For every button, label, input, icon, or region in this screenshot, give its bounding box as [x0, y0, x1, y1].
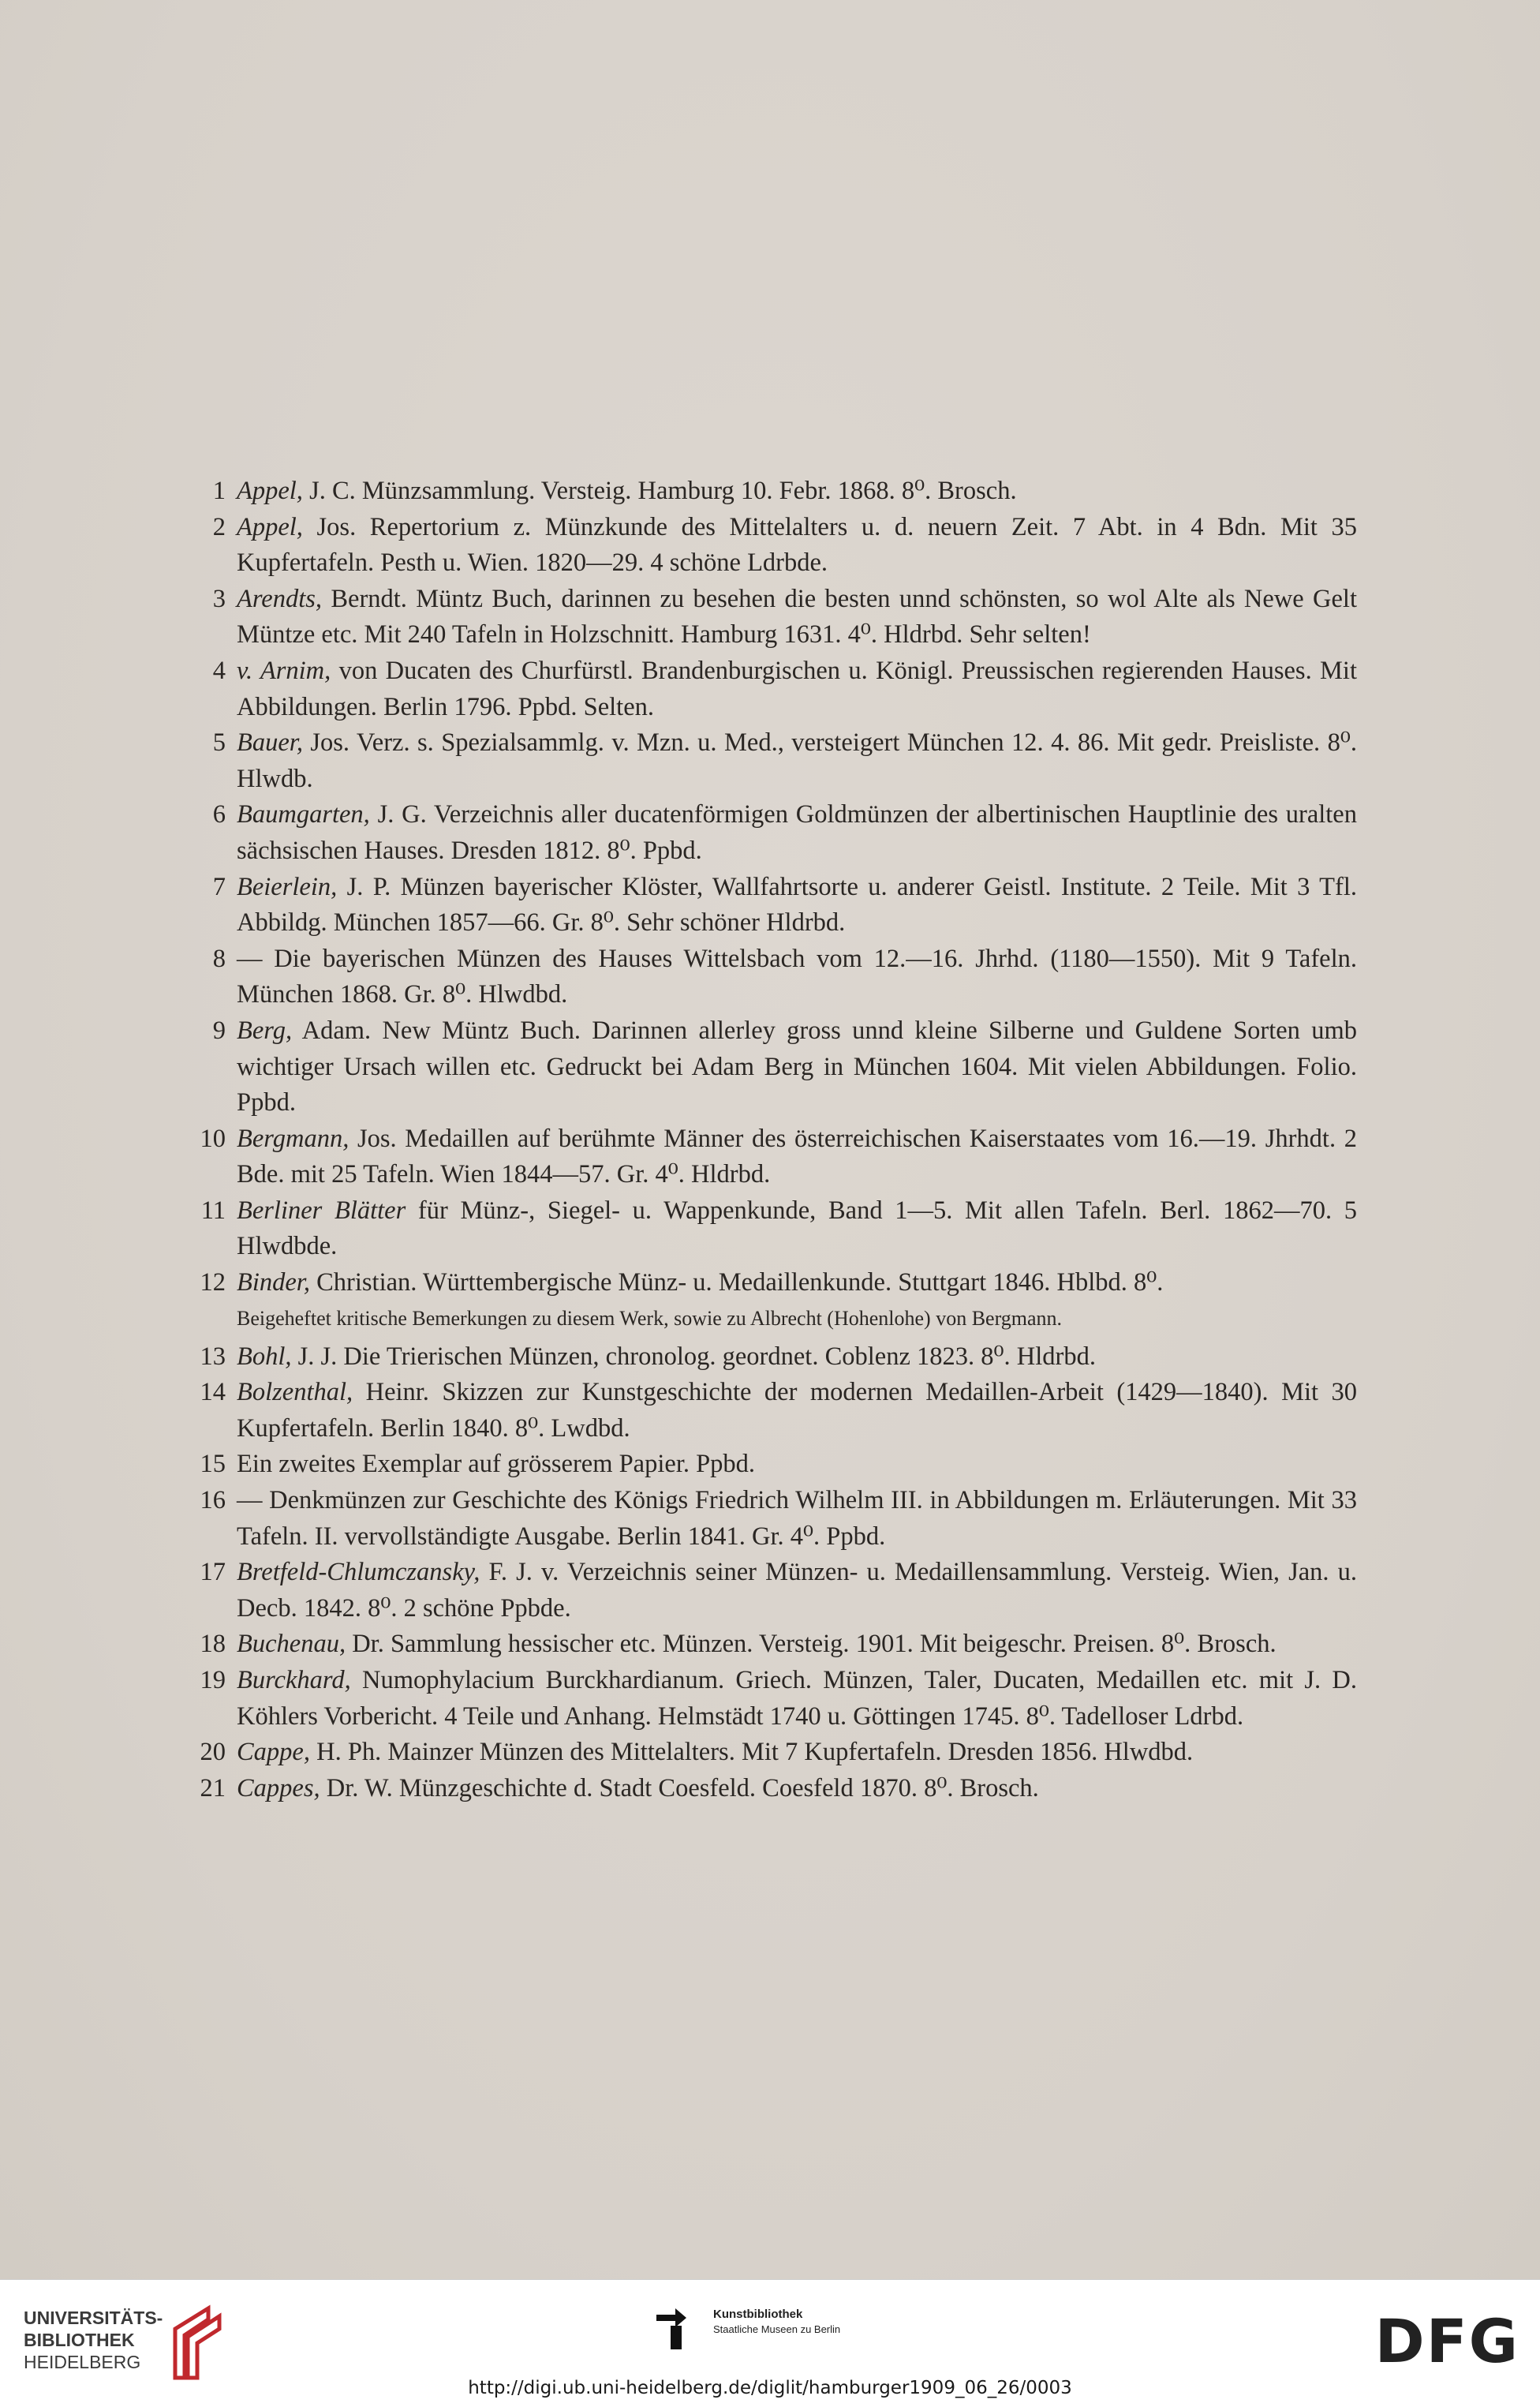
kunstbibliothek-title: Kunstbibliothek [713, 2308, 803, 2321]
entry-author: v. Arnim, [237, 656, 331, 685]
entry-author: Baumgarten, [237, 800, 370, 829]
entry-text: Adam. New Müntz Buch. Darinnen allerley gross unnd kleine Silberne und Guldene Sorten umb wichtiger Ursach willen etc. Gedruckt bei Adam Berg in München 1604. Mit vielen Abbildungen. Folio. Ppbd. [237, 1016, 1357, 1117]
entry-text: Heinr. Skizzen zur Kunstgeschichte der modernen Medaillen-Arbeit (1429—1840). Mit 30 Kupfertafeln. Berlin 1840. 8⁰. Lwdbd. [237, 1378, 1357, 1443]
entry-number: 12 [200, 1268, 226, 1297]
entry-text: Berndt. Müntz Buch, darinnen zu besehen die besten unnd schönsten, so wol Alte als Newe Gelt Müntze etc. Mit 240 Tafeln in Holzschnitt. Hamburg 1631. 4⁰. Hldrbd. Sehr selten! [237, 584, 1357, 649]
catalog-entry [158, 1265, 1357, 1333]
entry-number: 2 [212, 512, 226, 541]
entry-body [237, 582, 1357, 653]
entry-author: Cappe, [237, 1738, 310, 1767]
entry-text: Dr. W. Münzgeschichte d. Stadt Coesfeld. Coesfeld 1870. 8⁰. Brosch. [320, 1773, 1039, 1802]
catalog-entry [158, 1555, 1357, 1627]
entry-author: Appel, [237, 477, 303, 505]
entry-number: 17 [200, 1558, 226, 1587]
entry-author: Appel, [237, 512, 303, 541]
catalog-entry [158, 797, 1357, 869]
library-name-line2: BIBLIOTHEK [24, 2330, 135, 2350]
entry-number: 5 [212, 728, 226, 758]
entry-body [237, 1013, 1357, 1121]
entry-body [237, 725, 1357, 797]
entry-body [237, 797, 1357, 869]
entry-text: Jos. Repertorium z. Münzkunde des Mittelalters u. d. neuern Zeit. 7 Abt. in 4 Bdn. Mit 35 Kupfertafeln. Pesth u. Wien. 1820—29. 4 schöne Ldrbde. [237, 512, 1357, 578]
catalog-entry [158, 1663, 1357, 1735]
entry-body [237, 1771, 1357, 1807]
library-name-line3: HEIDELBERG [24, 2352, 141, 2372]
catalog-entry [158, 1121, 1357, 1193]
dfg-logo[interactable]: DFG [1374, 2306, 1519, 2376]
entry-body [237, 1483, 1357, 1555]
catalog-entry [158, 474, 1357, 510]
entry-number: 11 [200, 1196, 226, 1225]
catalog-entry [158, 1483, 1357, 1555]
entry-body [237, 510, 1357, 582]
entry-body [237, 1555, 1357, 1627]
entry-body [237, 653, 1357, 725]
entry-number: 19 [200, 1666, 226, 1694]
entry-number: 8 [212, 944, 226, 973]
entry-author: Cappes, [237, 1773, 320, 1802]
entry-body [237, 1375, 1357, 1447]
catalog-entry [158, 582, 1357, 653]
entry-body [237, 1627, 1357, 1663]
catalog-entry [158, 1447, 1357, 1483]
entry-text: Jos. Medaillen auf berühmte Männer des österreichischen Kaiserstaates vom 16.—19. Jhrhdt. 2 Bde. mit 25 Tafeln. Wien 1844—57. Gr. 4⁰. Hldrbd. [237, 1124, 1357, 1189]
entry-text: J. P. Münzen bayerischer Klöster, Wallfahrtsorte u. anderer Geistl. Institute. 2 Teile. Mit 3 Tfl. Abbildg. München 1857—66. Gr. 8⁰. Sehr schöner Hldrbd. [237, 872, 1357, 938]
entry-body [237, 1193, 1357, 1265]
entry-text: J. C. Münzsammlung. Versteig. Hamburg 10. Febr. 1868. 8⁰. Brosch. [302, 477, 1017, 505]
entry-number: 18 [200, 1630, 226, 1659]
catalog-entries [158, 474, 1357, 1806]
catalog-entry [158, 1627, 1357, 1663]
catalog-entry [158, 653, 1357, 725]
entry-number: 15 [200, 1450, 226, 1479]
entry-number: 20 [200, 1738, 226, 1767]
kunstbibliothek-emblem-icon [655, 2307, 702, 2349]
catalog-entry [158, 1013, 1357, 1121]
entry-author: Buchenau, [237, 1630, 346, 1659]
catalog-entry [158, 725, 1357, 797]
entry-text: Christian. Württembergische Münz- u. Medaillenkunde. Stuttgart 1846. Hblbd. 8⁰. [309, 1268, 1164, 1297]
heidelberg-library-logo[interactable] [24, 2304, 308, 2383]
entry-note: Beigeheftet kritische Bemerkungen zu diesem Werk, sowie zu Albrecht (Hohenlohe) von Bergmann. [237, 1306, 1063, 1330]
entry-text: für Münz-, Siegel- u. Wappenkunde, Band 1—5. Mit allen Tafeln. Berl. 1862—70. 5 Hlwdbde. [237, 1196, 1358, 1261]
entry-body [237, 1339, 1357, 1376]
entry-author: Bergmann, [237, 1124, 349, 1153]
catalog-entry [158, 870, 1357, 941]
entry-text: Dr. Sammlung hessischer etc. Münzen. Versteig. 1901. Mit beigeschr. Preisen. 8⁰. Brosch. [346, 1630, 1276, 1659]
entry-body [237, 1265, 1357, 1301]
entry-author: Bretfeld-Chlumczansky, [237, 1558, 480, 1587]
entry-number: 16 [200, 1486, 226, 1515]
entry-body [237, 1663, 1357, 1735]
page-url-link[interactable]: http://digi.ub.uni-heidelberg.de/diglit/hamburger1909_06_26/0003 [468, 2378, 1072, 2398]
library-name-line1: UNIVERSITÄTS- [24, 2308, 163, 2328]
entry-text: Numophylacium Burckhardianum. Griech. Münzen, Taler, Ducaten, Medaillen etc. mit J. D. Köhlers Vorbericht. 4 Teile und Anhang. Helmstädt 1740 u. Göttingen 1745. 8⁰. Tadelloser Ldrbd. [237, 1666, 1357, 1731]
catalog-entry [158, 1771, 1357, 1807]
entry-author: Berliner Blätter [237, 1196, 406, 1225]
library-emblem-icon [159, 2304, 230, 2383]
entry-text: von Ducaten des Churfürstl. Brandenburgischen u. Königl. Preussischen regierenden Hauses. Mit Abbildungen. Berlin 1796. Ppbd. Selten. [237, 656, 1357, 721]
entry-text: — Denkmünzen zur Geschichte des Königs Friedrich Wilhelm III. in Abbildungen m. Erläuterungen. Mit 33 Tafeln. II. vervollständigte Ausgabe. Berlin 1841. Gr. 4⁰. Ppbd. [237, 1486, 1357, 1551]
entry-author: Berg, [237, 1016, 293, 1045]
entry-body [237, 1447, 1357, 1483]
entry-body [237, 474, 1357, 510]
entry-text: J. G. Verzeichnis aller ducatenförmigen Goldmünzen der albertinischen Hauptlinie des uralten sächsischen Hauses. Dresden 1812. 8⁰. Ppbd. [237, 800, 1357, 865]
catalog-entry [158, 1375, 1357, 1447]
entry-number: 14 [200, 1378, 226, 1407]
catalog-entry [158, 510, 1357, 582]
entry-number: 7 [212, 872, 226, 901]
entry-body [237, 1121, 1357, 1193]
kunstbibliothek-logo[interactable] [655, 2304, 970, 2351]
entry-number: 4 [212, 656, 226, 685]
catalog-entry [158, 941, 1357, 1013]
catalog-entry [158, 1339, 1357, 1376]
entry-text: F. J. v. Verzeichnis seiner Münzen- u. Medaillensammlung. Versteig. Wien, Jan. u. Decb. 1842. 8⁰. 2 schöne Ppbde. [237, 1558, 1357, 1623]
entry-number: 21 [200, 1773, 226, 1802]
entry-author: Burckhard, [237, 1666, 351, 1694]
footer-bar [0, 2279, 1540, 2407]
entry-author: Bohl, [237, 1342, 292, 1371]
entry-number: 10 [200, 1124, 226, 1153]
entry-body [237, 870, 1357, 941]
entry-number: 6 [212, 800, 226, 829]
entry-number: 1 [212, 477, 226, 505]
entry-text: H. Ph. Mainzer Münzen des Mittelalters. Mit 7 Kupfertafeln. Dresden 1856. Hlwdbd. [309, 1738, 1194, 1767]
entry-text: — Die bayerischen Münzen des Hauses Wittelsbach vom 12.—16. Jhrhd. (1180—1550). Mit 9 Tafeln. München 1868. Gr. 8⁰. Hlwdbd. [237, 944, 1357, 1009]
entry-body [237, 941, 1357, 1013]
entry-author: Bolzenthal, [237, 1378, 353, 1407]
entry-number: 9 [212, 1016, 226, 1045]
entry-author: Binder, [237, 1268, 310, 1297]
entry-author: Arendts, [237, 584, 323, 613]
catalog-entry [158, 1735, 1357, 1771]
entry-number: 13 [200, 1342, 226, 1371]
catalog-entry [158, 1193, 1357, 1265]
entry-text: J. J. Die Trierischen Münzen, chronolog. geordnet. Coblenz 1823. 8⁰. Hldrbd. [291, 1342, 1096, 1371]
entry-body [237, 1735, 1357, 1771]
kunstbibliothek-subtitle: Staatliche Museen zu Berlin [713, 2323, 841, 2335]
entry-author: Beierlein, [237, 872, 338, 901]
entry-text: Jos. Verz. s. Spezialsammlg. v. Mzn. u. Med., versteigert München 12. 4. 86. Mit gedr. Preisliste. 8⁰. Hlwdb. [237, 728, 1357, 793]
entry-number: 3 [212, 584, 226, 613]
entry-author: Bauer, [237, 728, 303, 758]
entry-text: Ein zweites Exemplar auf grösserem Papier. Ppbd. [237, 1450, 756, 1479]
